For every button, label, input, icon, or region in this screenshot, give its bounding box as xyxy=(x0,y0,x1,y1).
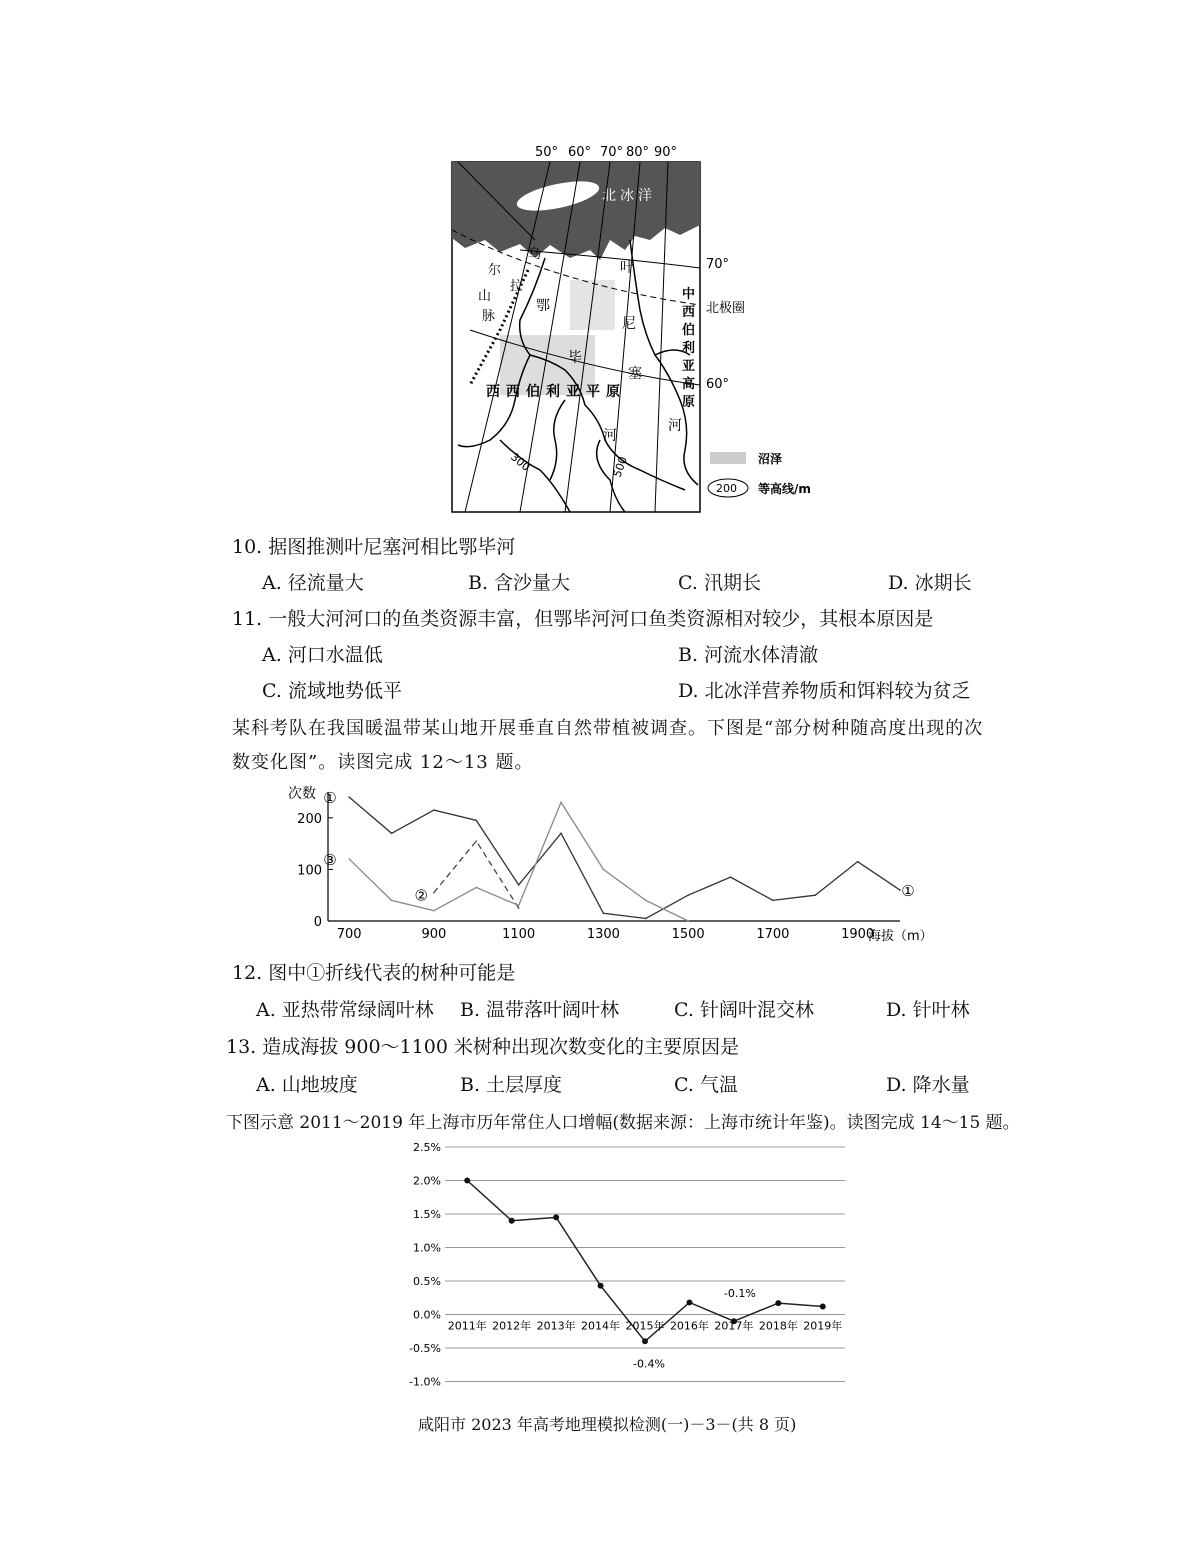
x-tick-label: 2016年 xyxy=(669,1319,709,1333)
question-10-stem: 10. 据图推测叶尼塞河相比鄂毕河 xyxy=(232,536,516,558)
data-point xyxy=(820,1303,826,1309)
y-tick-label: -0.5% xyxy=(409,1342,441,1355)
q11-option-b[interactable]: B. 河流水体清澈 xyxy=(678,644,819,666)
svg-text:高: 高 xyxy=(682,377,696,392)
data-point xyxy=(772,900,774,902)
ural-label: 尔 xyxy=(488,263,502,278)
data-point xyxy=(645,918,647,920)
ural-label: 乌 xyxy=(528,247,542,262)
intro-12-13-line2: 数变化图”。读图完成 12～13 题。 xyxy=(232,752,534,773)
q12-option-a[interactable]: A. 亚热带常绿阔叶林 xyxy=(256,999,434,1021)
x-tick-label: 1300 xyxy=(586,927,620,942)
x-axis-label: 海拔（m） xyxy=(868,929,933,944)
series-line-1 xyxy=(349,797,900,918)
contour-label: 500 xyxy=(610,454,631,480)
lon-label: 50° xyxy=(535,145,559,160)
data-point xyxy=(475,820,477,822)
q11-option-d[interactable]: D. 北冰洋营养物质和饵料较为贫乏 xyxy=(678,680,971,702)
series-line-2 xyxy=(434,841,519,908)
data-point xyxy=(814,894,816,896)
yenisei-label: 叶 xyxy=(620,260,634,276)
q10-option-d[interactable]: D. 冰期长 xyxy=(888,572,972,594)
data-point xyxy=(686,1299,692,1305)
data-point xyxy=(603,912,605,914)
population-line xyxy=(467,1181,823,1342)
svg-text:平: 平 xyxy=(586,384,600,400)
y-tick-label: -1.0% xyxy=(409,1375,441,1389)
x-tick-label: 2015年 xyxy=(625,1319,665,1333)
data-point xyxy=(433,910,435,912)
svg-text:伯: 伯 xyxy=(526,384,540,400)
x-tick-label: 2019年 xyxy=(803,1319,843,1333)
q13-option-d[interactable]: D. 降水量 xyxy=(886,1074,970,1096)
swamp-area xyxy=(570,280,615,330)
tree-species-chart xyxy=(280,780,940,950)
x-tick-label: 2017年 xyxy=(714,1319,754,1333)
svg-text:西: 西 xyxy=(486,384,500,400)
x-tick-label: 1700 xyxy=(756,927,790,942)
x-tick-label: 2018年 xyxy=(758,1319,798,1333)
svg-text:利: 利 xyxy=(546,384,560,400)
y-tick-label: 1.5% xyxy=(413,1208,441,1221)
q10-option-a[interactable]: A. 径流量大 xyxy=(262,572,364,594)
lon-label: 60° xyxy=(568,145,592,160)
y-tick-label: 0.5% xyxy=(413,1275,441,1288)
data-point xyxy=(598,1283,604,1289)
data-point xyxy=(603,869,605,871)
siberia-map xyxy=(440,140,820,520)
q12-option-d[interactable]: D. 针叶林 xyxy=(886,999,970,1021)
data-point xyxy=(687,920,689,922)
x-tick-label: 2014年 xyxy=(581,1319,621,1333)
svg-text:亚: 亚 xyxy=(566,384,580,400)
ocean-label: 北冰洋 xyxy=(602,188,656,204)
lon-label: 80° xyxy=(626,145,650,160)
data-point xyxy=(391,900,393,902)
q10-option-b[interactable]: B. 含沙量大 xyxy=(468,572,571,594)
svg-text:伯: 伯 xyxy=(682,323,696,338)
contour-label: 300 xyxy=(508,450,533,474)
x-tick-label: 2012年 xyxy=(492,1319,532,1333)
q12-option-b[interactable]: B. 温带落叶阔叶林 xyxy=(460,999,620,1021)
yenisei-river-label: 河 xyxy=(668,418,682,434)
ob-label: 毕 xyxy=(568,350,582,366)
svg-text:亚: 亚 xyxy=(682,359,696,374)
plain-label xyxy=(486,383,620,400)
data-label: -0.1% xyxy=(723,1287,756,1301)
svg-text:西: 西 xyxy=(506,384,520,400)
x-tick-label: 900 xyxy=(421,927,447,942)
x-tick-label: 1900 xyxy=(841,927,875,942)
svg-text:利: 利 xyxy=(682,341,696,356)
data-point xyxy=(730,876,732,878)
data-point xyxy=(553,1214,559,1220)
legend-swamp: 沼泽 xyxy=(758,452,783,466)
series-name: ② xyxy=(414,886,428,905)
x-tick-label: 2011年 xyxy=(447,1319,487,1333)
data-point xyxy=(518,884,520,886)
legend-swamp-symbol xyxy=(710,452,746,464)
question-13-stem: 13. 造成海拔 900～1100 米树种出现次数变化的主要原因是 xyxy=(226,1036,739,1058)
q11-option-c[interactable]: C. 流域地势低平 xyxy=(262,680,402,702)
data-point xyxy=(475,840,477,842)
data-point xyxy=(560,832,562,834)
ob-river-label: 河 xyxy=(603,428,617,444)
series-name: ① xyxy=(323,789,337,808)
ural-label: 脉 xyxy=(482,309,496,324)
legend-contour: 等高线/m xyxy=(758,482,811,496)
y-tick-label: 1.0% xyxy=(413,1241,441,1255)
lat-label-60: 60° xyxy=(706,377,730,392)
q10-option-c[interactable]: C. 汛期长 xyxy=(678,572,761,594)
y-axis-label: 次数 xyxy=(288,786,316,802)
x-tick-label: 700 xyxy=(336,927,362,942)
data-label: -0.4% xyxy=(633,1357,665,1371)
shanghai-population-chart xyxy=(395,1135,855,1400)
svg-text:中: 中 xyxy=(682,287,696,302)
lon-label: 90° xyxy=(654,145,678,160)
q13-option-b[interactable]: B. 土层厚度 xyxy=(460,1074,563,1096)
data-point xyxy=(509,1218,515,1224)
x-tick-label: 1500 xyxy=(671,927,705,942)
data-point xyxy=(348,796,350,798)
intro-14-15: 下图示意 2011～2019 年上海市历年常住人口增幅(数据来源：上海市统计年鉴)。读图完成 14～15 题。 xyxy=(226,1113,1020,1133)
data-point xyxy=(560,802,562,804)
series-name: ① xyxy=(901,882,915,901)
svg-text:西: 西 xyxy=(682,305,696,320)
y-tick-label: 2.0% xyxy=(413,1174,441,1188)
data-point xyxy=(642,1338,648,1344)
y-tick-label: 0.0% xyxy=(413,1308,441,1322)
plateau-label xyxy=(681,286,695,410)
data-point xyxy=(391,832,393,834)
data-point xyxy=(518,905,520,907)
question-11-stem: 11. 一般大河河口的鱼类资源丰富，但鄂毕河河口鱼类资源相对较少，其根本原因是 xyxy=(232,608,934,630)
ural-label: 拉 xyxy=(510,279,524,294)
yenisei-label: 塞 xyxy=(628,366,642,382)
ob-label: 鄂 xyxy=(536,298,550,314)
data-point xyxy=(775,1300,781,1306)
legend-contour-value: 200 xyxy=(716,482,737,495)
x-tick-label: 2013年 xyxy=(536,1319,576,1333)
data-point xyxy=(475,887,477,889)
y-tick-label: 200 xyxy=(297,811,322,827)
data-point xyxy=(518,907,520,909)
ural-label: 山 xyxy=(478,289,492,304)
data-point xyxy=(857,861,859,863)
y-tick-label: 100 xyxy=(297,863,322,879)
series-line-3 xyxy=(349,802,688,921)
q13-option-a[interactable]: A. 山地坡度 xyxy=(256,1074,358,1096)
y-tick-label: 2.5% xyxy=(413,1141,441,1154)
lat-label-70: 70° xyxy=(706,257,730,272)
svg-text:原: 原 xyxy=(606,384,620,400)
data-point xyxy=(645,900,647,902)
data-point xyxy=(464,1178,470,1184)
lon-label: 70° xyxy=(600,145,624,160)
q12-option-c[interactable]: C. 针阔叶混交林 xyxy=(674,999,814,1021)
series-name: ③ xyxy=(323,851,337,870)
arctic-circle-label: 北极圈 xyxy=(706,301,746,316)
yenisei-label: 尼 xyxy=(622,316,636,332)
x-tick-label: 1100 xyxy=(502,927,536,942)
q11-option-a[interactable]: A. 河口水温低 xyxy=(262,644,383,666)
data-point xyxy=(687,894,689,896)
data-point xyxy=(433,892,435,894)
y-tick-label: 0 xyxy=(313,915,322,930)
svg-text:原: 原 xyxy=(682,395,696,410)
q13-option-c[interactable]: C. 气温 xyxy=(674,1074,738,1096)
page-footer: 咸阳市 2023 年高考地理模拟检测(一)－3－(共 8 页) xyxy=(418,1415,797,1434)
data-point xyxy=(433,809,435,811)
data-point xyxy=(348,858,350,860)
intro-12-13-line1: 某科考队在我国暖温带某山地开展垂直自然带植被调查。下图是“部分树种随高度出现的次 xyxy=(232,718,984,739)
question-12-stem: 12. 图中①折线代表的树种可能是 xyxy=(232,962,516,984)
